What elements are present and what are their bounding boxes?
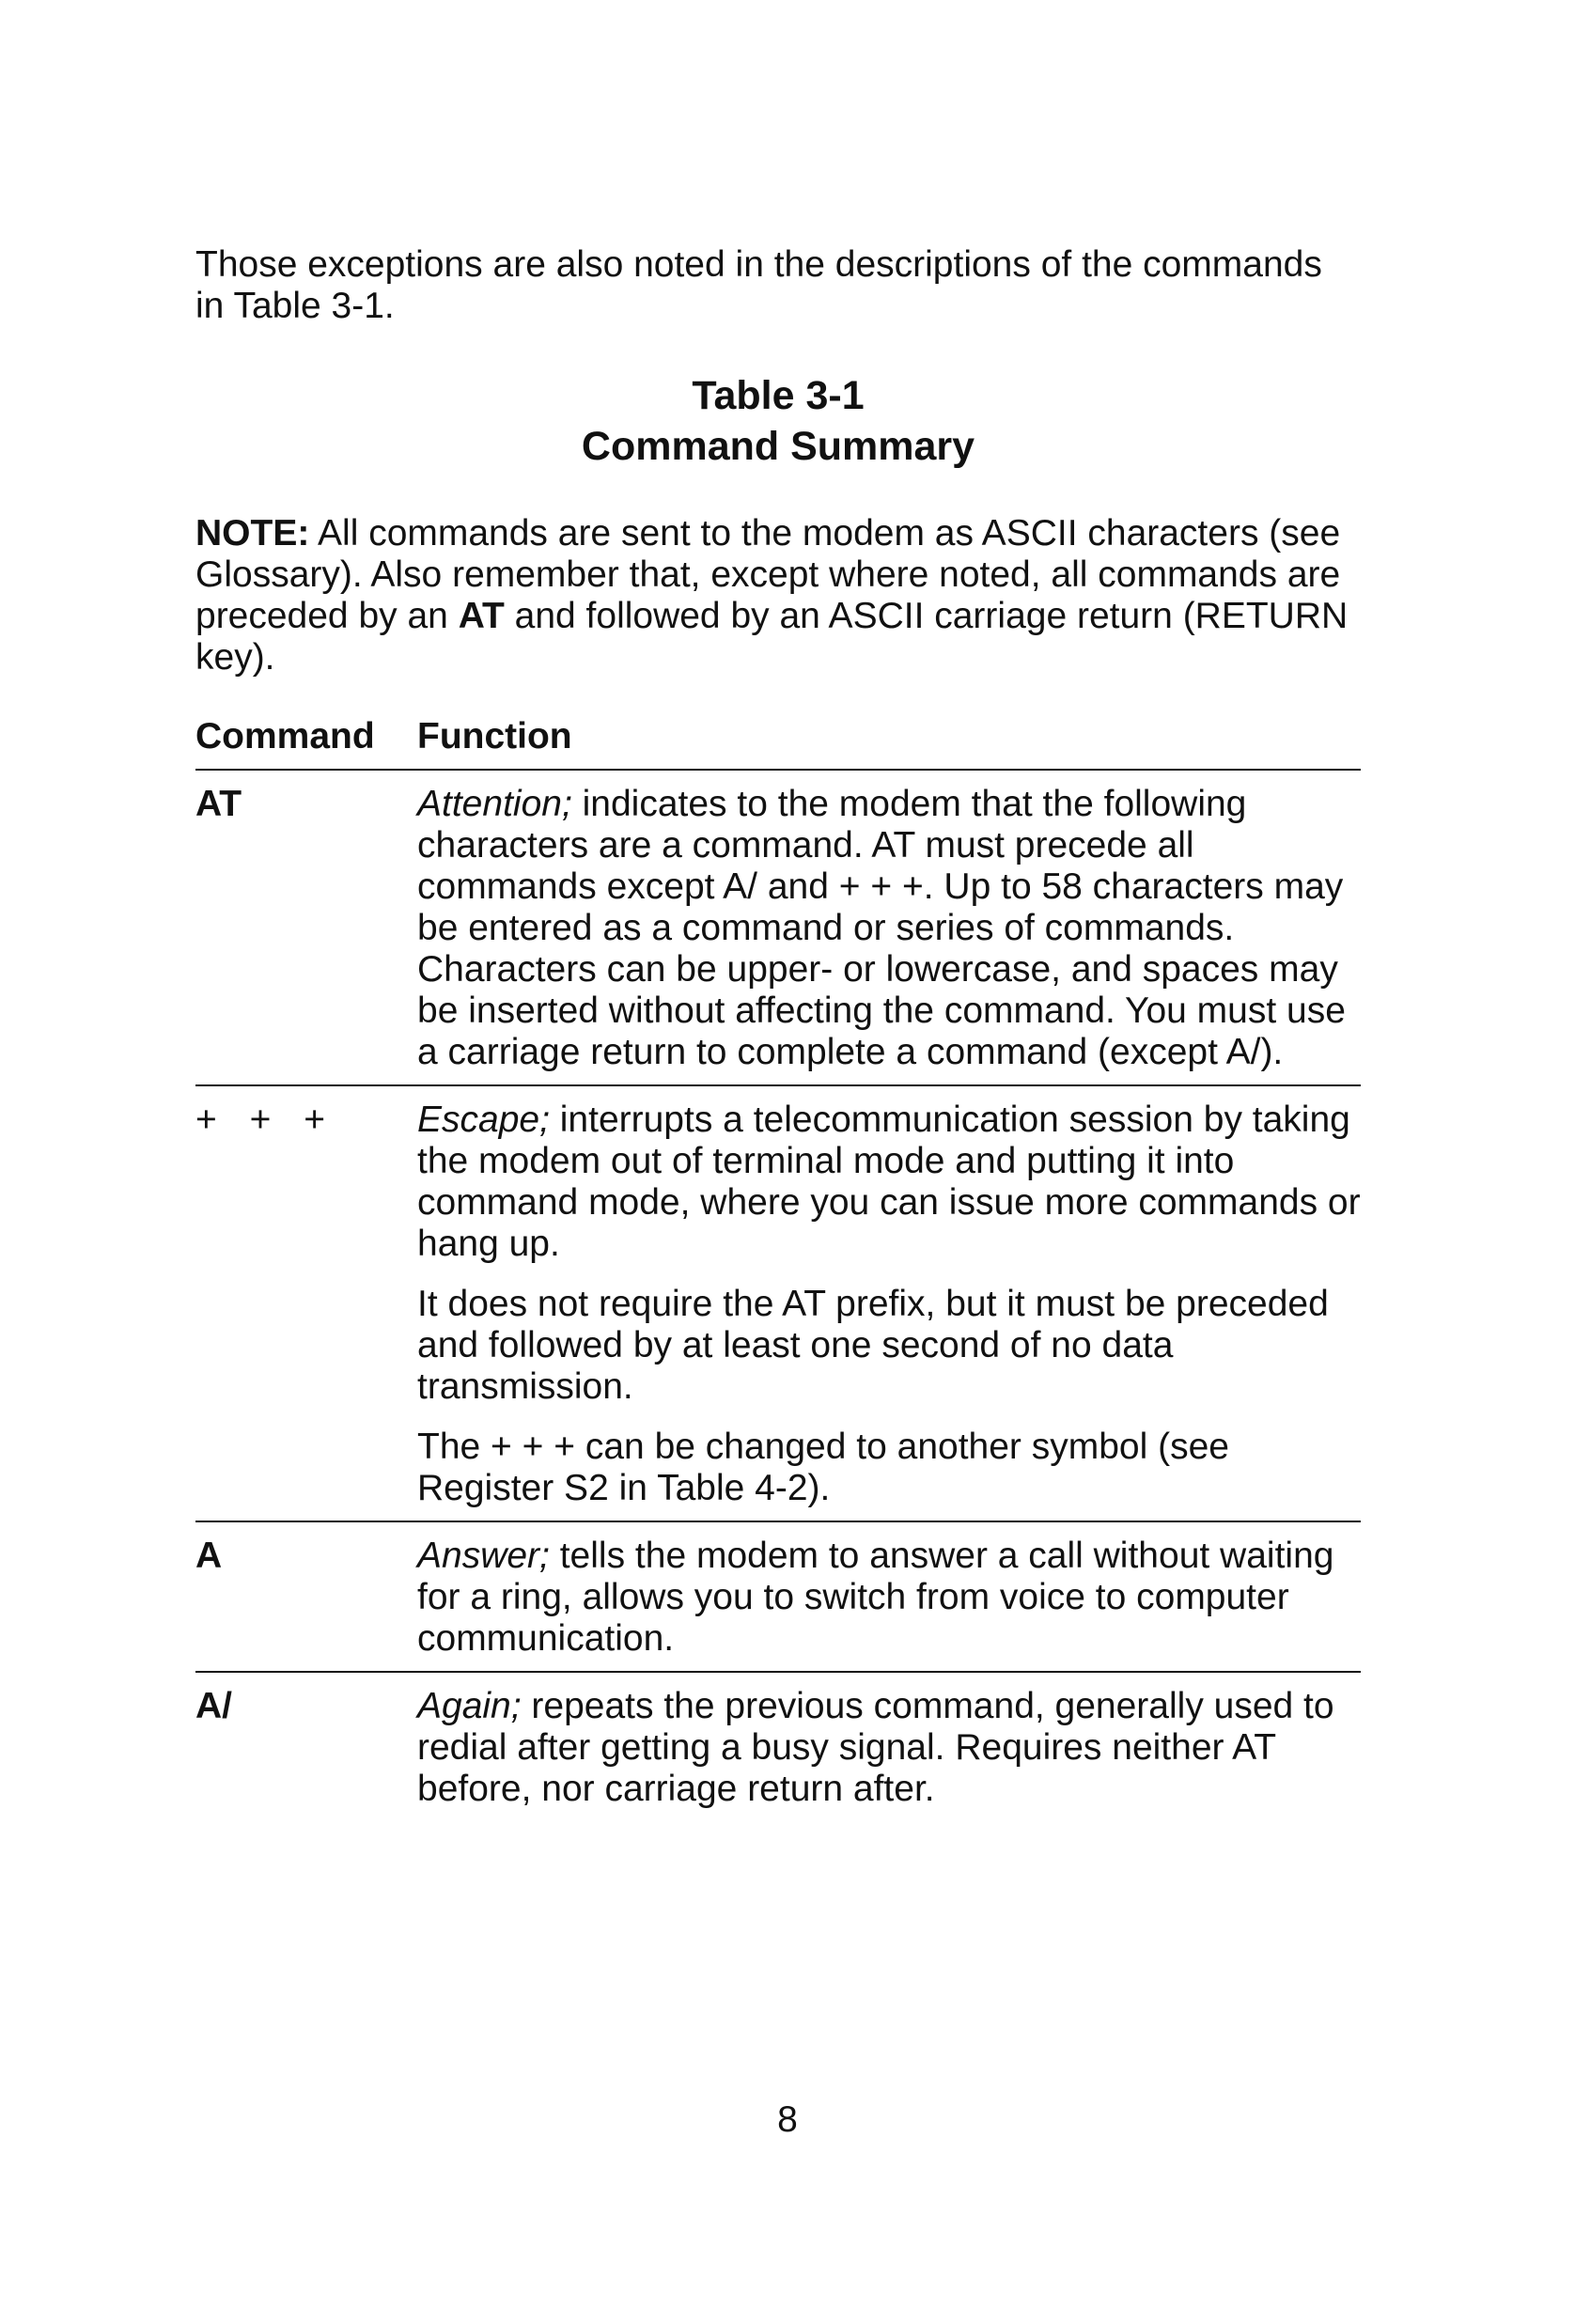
note-label: NOTE: (195, 513, 310, 554)
table-row (195, 1086, 1361, 1522)
header-function: Function (417, 716, 572, 756)
command-cell: A (195, 1536, 223, 1576)
note-text-2: and followed by an ASCII carriage return (RETURN key). (195, 596, 1349, 678)
function-paragraph (417, 784, 1361, 1073)
header-command: Command (195, 716, 375, 756)
document-page (195, 244, 1361, 1821)
table-row (195, 1673, 1361, 1821)
function-text: interrupts a telecommunication session by taking the modem out of terminal mode and putting it into command mode, where you can issue more commands or hang up. (417, 1100, 1361, 1264)
note-bold-at: AT (458, 596, 505, 636)
function-paragraph: It does not require the AT prefix, but it must be preceded and followed by at least one second of no data transmission. (417, 1284, 1329, 1407)
function-term: Escape; (417, 1100, 550, 1140)
function-term: Answer; (417, 1536, 550, 1576)
table-number: Table 3-1 (692, 373, 865, 418)
table-title: Command Summary (581, 424, 975, 469)
note-paragraph (195, 513, 1361, 678)
function-text: repeats the previous command, generally used to redial after getting a busy signal. Requires neither AT before, nor carriage return after. (417, 1686, 1334, 1809)
table-row (195, 771, 1361, 1086)
page-number: 8 (777, 2099, 798, 2140)
table-row (195, 1522, 1361, 1673)
table-heading (195, 370, 1361, 472)
function-cell (417, 1100, 1361, 1509)
command-cell: A/ (195, 1686, 232, 1726)
function-cell (417, 1536, 1361, 1660)
function-paragraph (417, 1686, 1361, 1810)
function-term: Attention; (417, 784, 572, 824)
note-text-1: All commands are sent to the modem as ASCII characters (see Glossary). Also remember that, except where noted, all commands are preceded by an (195, 513, 1341, 636)
command-table-body (195, 771, 1361, 1821)
function-cell (417, 1686, 1361, 1810)
function-text: tells the modem to answer a call without waiting for a ring, allows you to switch from voice to computer communication. (417, 1536, 1334, 1659)
command-cell: AT (195, 784, 242, 824)
function-paragraph (417, 1536, 1361, 1660)
command-cell: + + + (195, 1100, 336, 1140)
table-header (195, 716, 1361, 771)
function-text: indicates to the modem that the following characters are a command. AT must precede all commands except A/ and + + +. Up to 58 characters may be entered as a command or series of commands. Characters can be upper- or lowercase, and spaces may be inserted without affecting the command. You must use a carriage return to complete a command (except A/). (417, 784, 1346, 1072)
function-cell (417, 784, 1361, 1073)
function-paragraph: The + + + can be changed to another symbol (see Register S2 in Table 4-2). (417, 1427, 1229, 1508)
function-term: Again; (417, 1686, 522, 1726)
intro-paragraph: Those exceptions are also noted in the descriptions of the commands in Table 3-1. (195, 244, 1322, 326)
function-paragraph (417, 1100, 1361, 1265)
